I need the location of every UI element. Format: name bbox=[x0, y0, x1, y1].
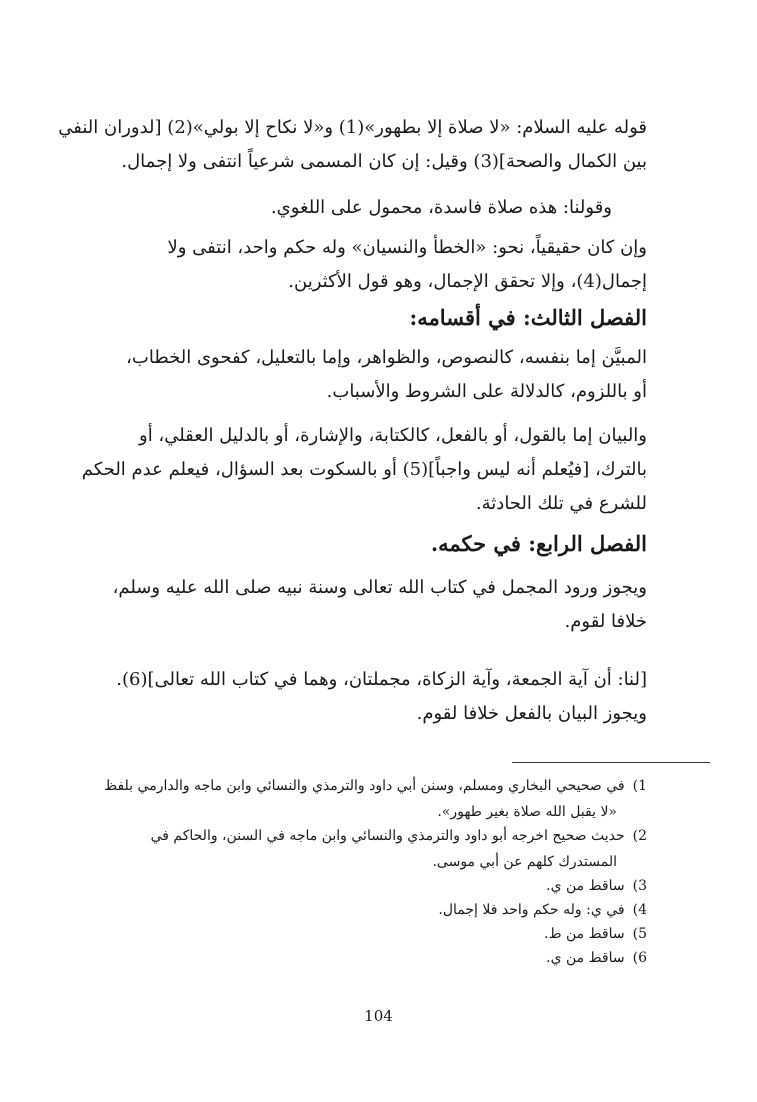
footnote-6 bbox=[546, 948, 647, 968]
text-line-7: أو باللزوم، كالدلالة على الشروط والأسباب. bbox=[326, 381, 647, 402]
page-number: 104 bbox=[364, 1007, 393, 1025]
footnote-2 bbox=[151, 826, 647, 846]
text-line-1: قوله عليه السلام: «لا صلاة إلا بطهور»(1) و«لا نكاح إلا بولي»(2) [لدوران النفي bbox=[58, 117, 647, 138]
footnote-number: 1) bbox=[632, 778, 647, 794]
footnote-number: 5) bbox=[632, 926, 647, 942]
footnote-text: ساقط من ي. bbox=[546, 950, 625, 966]
footnote-number: 6) bbox=[632, 950, 647, 966]
footnote-5 bbox=[544, 924, 647, 944]
footnote-number: 2) bbox=[632, 828, 647, 844]
footnote-text: ساقط من ط. bbox=[544, 926, 625, 942]
footnote-2-continuation: المستدرك كلهم عن أبي موسى. bbox=[432, 854, 617, 870]
text-line-8: والبيان إما بالقول، أو بالفعل، كالكتابة، والإشارة، أو بالدليل العقلي، أو bbox=[139, 425, 647, 446]
text-line-11: ويجوز ورود المجمل في كتاب الله تعالى وسنة نبيه صلى الله عليه وسلم، bbox=[112, 577, 647, 598]
text-line-5: إجمال(4)، وإلا تحقق الإجمال، وهو قول الأكثرين. bbox=[288, 271, 647, 292]
text-line-10: للشرع في تلك الحادثة. bbox=[475, 493, 647, 514]
footnote-1-continuation: «لا يقبل الله صلاة بغير طهور». bbox=[437, 804, 617, 820]
footnote-4 bbox=[438, 900, 647, 920]
section-heading-3: الفصل الثالث: في أقسامه: bbox=[409, 305, 647, 330]
section-heading-4: الفصل الرابع: في حكمه. bbox=[430, 531, 647, 556]
footnote-3 bbox=[546, 876, 647, 896]
footnote-text: حديث صحيح اخرجه أبو داود والترمذي والنسائي وابن ماجه في السنن، والحاكم في bbox=[150, 828, 625, 844]
footnote-text: في صحيحي البخاري ومسلم، وسنن أبي داود والترمذي والنسائي وابن ماجه والدارمي بلفظ bbox=[104, 778, 625, 794]
footnote-number: 4) bbox=[632, 902, 647, 918]
footnote-text: في ي: وله حكم واحد فلا إجمال. bbox=[438, 902, 625, 918]
text-line-13: [لنا: أن آية الجمعة، وآية الزكاة، مجملتان، وهما في كتاب الله تعالى](6). bbox=[116, 669, 647, 690]
footnote-text: ساقط من ي. bbox=[546, 878, 625, 894]
text-line-14: ويجوز البيان بالفعل خلافا لقوم. bbox=[416, 703, 647, 724]
text-line-3: وقولنا: هذه صلاة فاسدة، محمول على اللغوي. bbox=[270, 197, 612, 218]
text-line-2: بين الكمال والصحة](3) وقيل: إن كان المسمى شرعياً انتفى ولا إجمال. bbox=[121, 151, 647, 172]
footnote-1 bbox=[104, 776, 647, 796]
footnote-separator bbox=[512, 762, 710, 763]
text-line-4: وإن كان حقيقياً، نحو: «الخطأ والنسيان» وله حكم واحد، انتفى ولا bbox=[167, 237, 647, 258]
footnote-number: 3) bbox=[632, 878, 647, 894]
text-line-6: المبيَّن إما بنفسه، كالنصوص، والظواهر، وإما بالتعليل، كفحوى الخطاب، bbox=[126, 347, 647, 368]
text-line-9: بالترك، [فيُعلم أنه ليس واجباً](5) أو بالسكوت بعد السؤال، فيعلم عدم الحكم bbox=[81, 459, 647, 480]
text-line-12: خلافا لقوم. bbox=[564, 611, 647, 632]
